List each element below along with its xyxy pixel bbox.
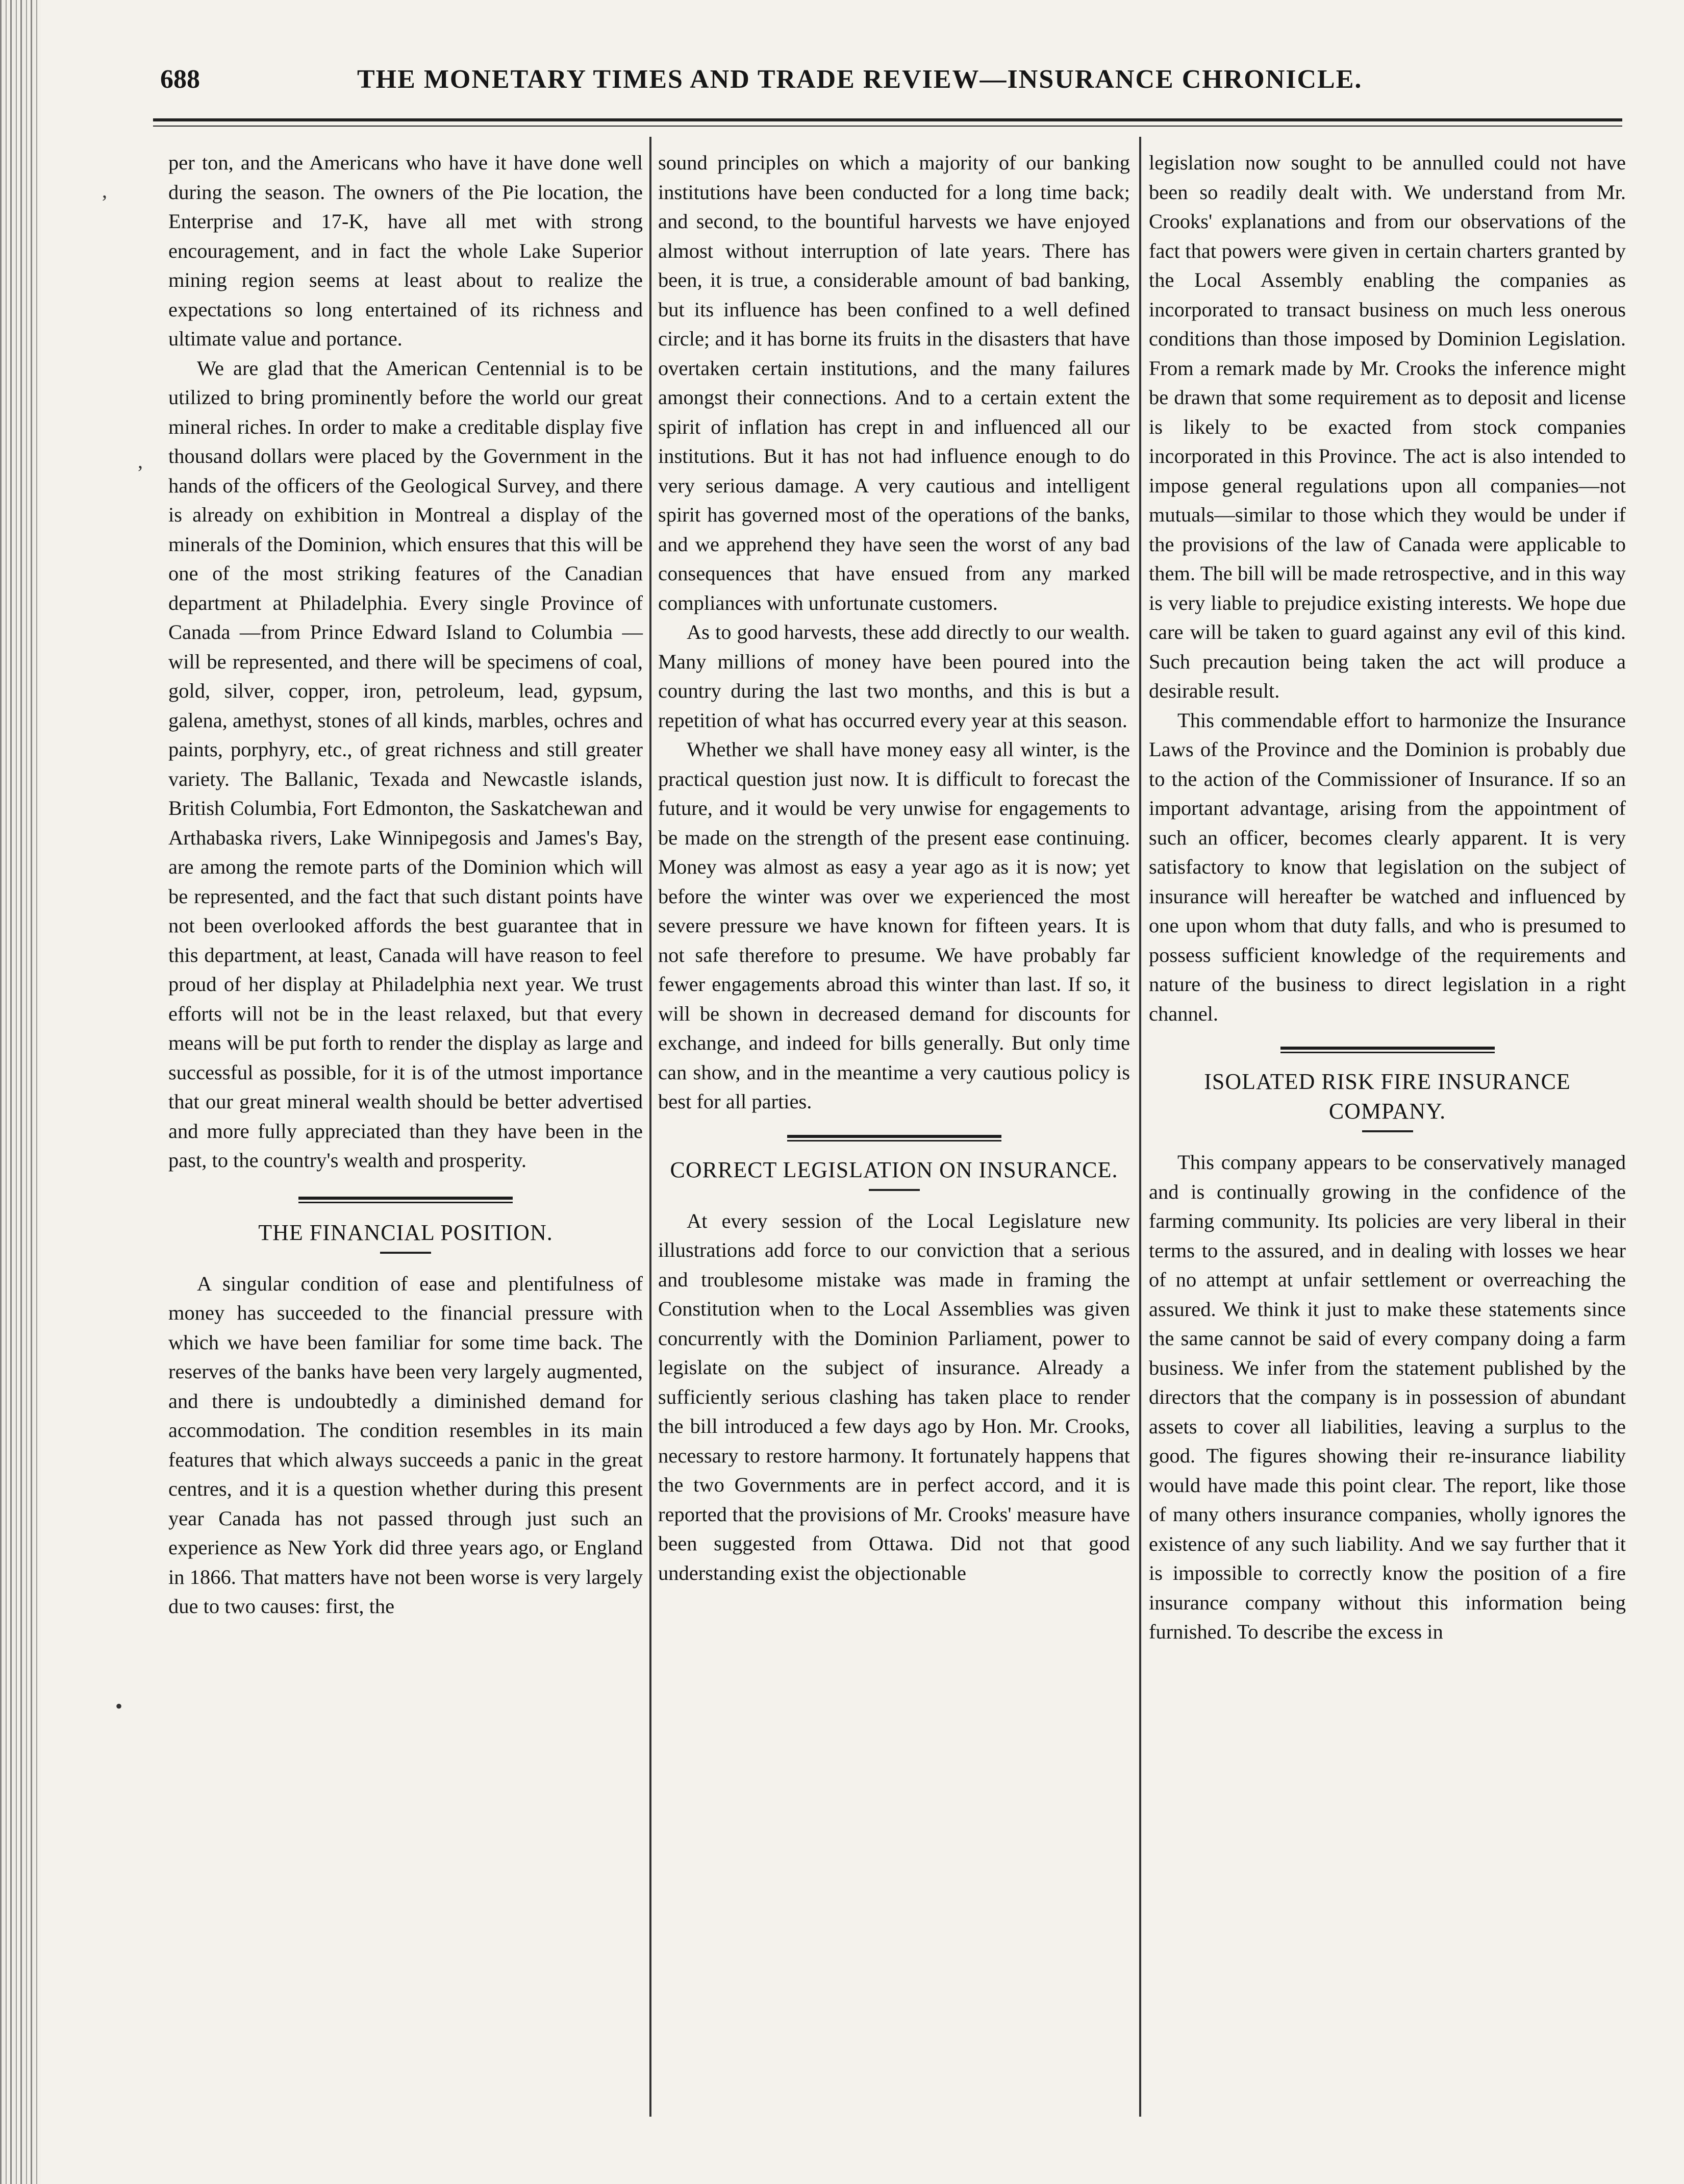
- heading-rule: [1362, 1130, 1413, 1132]
- margin-mark: ,: [138, 450, 143, 473]
- page-header: [153, 60, 1485, 106]
- article-paragraph: As to good harvests, these add directly to our wealth. Many millions of money have been poured into the country during the last two months, and this is but a repetition of what has occurred every year at this season.: [658, 621, 1130, 732]
- page-number: 688: [160, 65, 200, 94]
- article-paragraph: A singular condition of ease and plentifulness of money has succeeded to the financial pressure with which we have been familiar for some time back. The reserves of the banks have been very largely augmented, and there is undoubtedly a diminished demand for accommodation. The condition resembles in its main features that which always succeeds a panic in the great centres, and it is a question whether during this present year Canada has not passed through just such an experience as New York did three years ago, or England in 1866. That matters have not been worse is very largely due to two causes: first, the: [168, 1272, 643, 1618]
- binding-edge: [0, 0, 41, 2184]
- section-divider: [298, 1194, 513, 1207]
- article-paragraph: sound principles on which a majority of our banking institutions have been conducted for a long time back; and second, to the bountiful harvests we have enjoyed almost without interruption of late years. There has been, it is true, a considerable amount of bad banking, but its influence has been confined to a well defined circle; and it has borne its fruits in the disasters that have overtaken certain institutions, and the many failures amongst their connections. And to a certain extent the spirit of inflation has crept in and influenced all our institutions. But it has not had influence enough to do very serious damage. A very cautious and intelligent spirit has governed most of the operations of the banks, and we apprehend they have seen the worst of any bad consequences that have ensued from any marked compliances with unfortunate customers.: [658, 151, 1130, 614]
- heading-rule: [380, 1252, 431, 1254]
- heading-rule: [869, 1189, 920, 1191]
- section-heading: THE FINANCIAL POSITION.: [258, 1220, 553, 1245]
- article-paragraph: This company appears to be conservatively managed and is continually growing in the confidence of the farming community. Its policies are very liberal in their terms to the assured, and in dealing with losses we hear of no attempt at unfair settlement or overreaching the assured. We think it just to make these statements since the same cannot be said of every company doing a farm business. We infer from the statement published by the directors that the company is in possession of abundant assets to cover all liabilities, leaving a surplus to the good. The figures showing their re-insurance liability would have made this point clear. The report, like those of many others insurance companies, wholly ignores the existence of any such liability. And we say further that it is impossible to correctly know the position of a fire insurance company without this information being furnished. To describe the excess in: [1149, 1151, 1626, 1643]
- section-divider: [1280, 1044, 1495, 1057]
- article-paragraph: legislation now sought to be annulled could not have been so readily dealt with. We understand from Mr. Crooks' explanations and from our observations of the fact that powers were given in certain charters granted by the Local Assembly enabling the companies as incorporated to transact business on much less onerous conditions than those imposed by Dominion Legislation. From a remark made by Mr. Crooks the inference might be drawn that some requirement as to deposit and license is likely to be exacted from stock companies incorporated in this Province. The act is also intended to impose general regulations upon all companies—not mutuals—similar to those which they would be under if the provisions of the law of Canada were applicable to them. The bill will be made retrospective, and in this way is very liable to prejudice existing interests. We hope due care will be taken to guard against any evil of this kind. Such precaution being taken the act will produce a desirable result.: [1149, 151, 1626, 702]
- column-divider: [649, 137, 651, 2117]
- article-paragraph: At every session of the Local Legislature new illustrations add force to our conviction that a serious and troublesome mistake was made in framing the Constitution when to the Local Assemblies was given concurrently with the Dominion Parliament, power to legislate on the subject of insurance. Already a sufficiently serious clashing has taken place to render the bill introduced a few days ago by Hon. Mr. Crooks, necessary to restore harmony. It fortunately happens that the two Governments are in perfect accord, and it is reported that the provisions of Mr. Crooks' measure have been suggested from Ottawa. Did not that good understanding exist the objectionable: [658, 1209, 1130, 1584]
- article-paragraph: This commendable effort to harmonize the Insurance Laws of the Province and the Dominion is probably due to the action of the Commissioner of Insurance. If so an important advantage, arising from the appointment of such an officer, becomes clearly apparent. It is very satisfactory to know that legislation on the subject of insurance will hereafter be watched and influenced by one upon whom that duty falls, and who is presumed to possess sufficient knowledge of the requirements and nature of the business to direct legislation in a right channel.: [1149, 708, 1626, 1025]
- header-rule-thin: [153, 126, 1622, 127]
- article-paragraph: We are glad that the American Centennial is to be utilized to bring prominently before the world our great mineral riches. In order to make a creditable display five thousand dollars were placed by the Government in the hands of the officers of the Geological Survey, and there is already on exhibition in Montreal a display of the minerals of the Dominion, which ensures that this will be one of the most striking features of the Canadian department at Philadelphia. Every single Province of Canada —from Prince Edward Island to Columbia —will be represented, and there will be specimens of coal, gold, silver, copper, iron, petroleum, lead, gypsum, galena, amethyst, stones of all kinds, marbles, ochres and paints, porphyry, etc., of great richness and still greater variety. The Ballanic, Texada and Newcastle islands, British Columbia, Fort Edmonton, the Saskatchewan and Arthabaska rivers, Lake Winnipegosis and James's Bay, are among the remote parts of the Dominion which will be represented, and the fact that such distant points have not been overlooked affords the best guarantee that in this department, at least, Canada will have reason to feel proud of her display at Philadelphia next year. We trust efforts will not be in the least relaxed, but that every means will be put forth to render the display as large and successful as possible, for it is of the utmost importance that our great mineral wealth should be better advertised and more fully appreciated than they have been in the past, to the country's wealth and prosperity.: [168, 356, 643, 1172]
- column-1: [168, 148, 643, 1621]
- column-2: [658, 148, 1130, 1587]
- article-paragraph: Whether we shall have money easy all winter, is the practical question just now. It is difficult to forecast the future, and it would be very unwise for engagements to be made on the strength of the present ease continuing. Money was almost as easy a year ago as it is now; yet before the winter was over we experienced the most severe pressure we have known for fifteen years. It is not safe therefore to presume. We have probably far fewer engagements abroad this winter than last. If so, it will be shown in decreased demand for discounts for exchange, and indeed for bills generally. But only time can show, and in the meantime a very cautious policy is best for all parties.: [658, 738, 1130, 1113]
- margin-mark: •: [115, 1695, 123, 1718]
- header-rule: [153, 118, 1622, 121]
- margin-mark: ,: [102, 179, 107, 202]
- article-paragraph: per ton, and the Americans who have it have done well during the season. The owners of the Pie location, the Enterprise and 17-K, have all met with strong encouragement, and in fact the whole Lake Superior mining region seems at least about to realize the expectations so long entertained of its richness and ultimate value and portance.: [168, 151, 643, 350]
- section-heading: ISOLATED RISK FIRE INSURANCE COMPANY.: [1204, 1069, 1571, 1124]
- running-title: THE MONETARY TIMES AND TRADE REVIEW—INSURANCE CHRONICLE.: [357, 65, 1363, 94]
- column-3: [1149, 148, 1626, 1647]
- section-divider: [787, 1132, 1001, 1145]
- section-heading: CORRECT LEGISLATION ON INSURANCE.: [670, 1157, 1118, 1182]
- column-divider: [1139, 137, 1141, 2117]
